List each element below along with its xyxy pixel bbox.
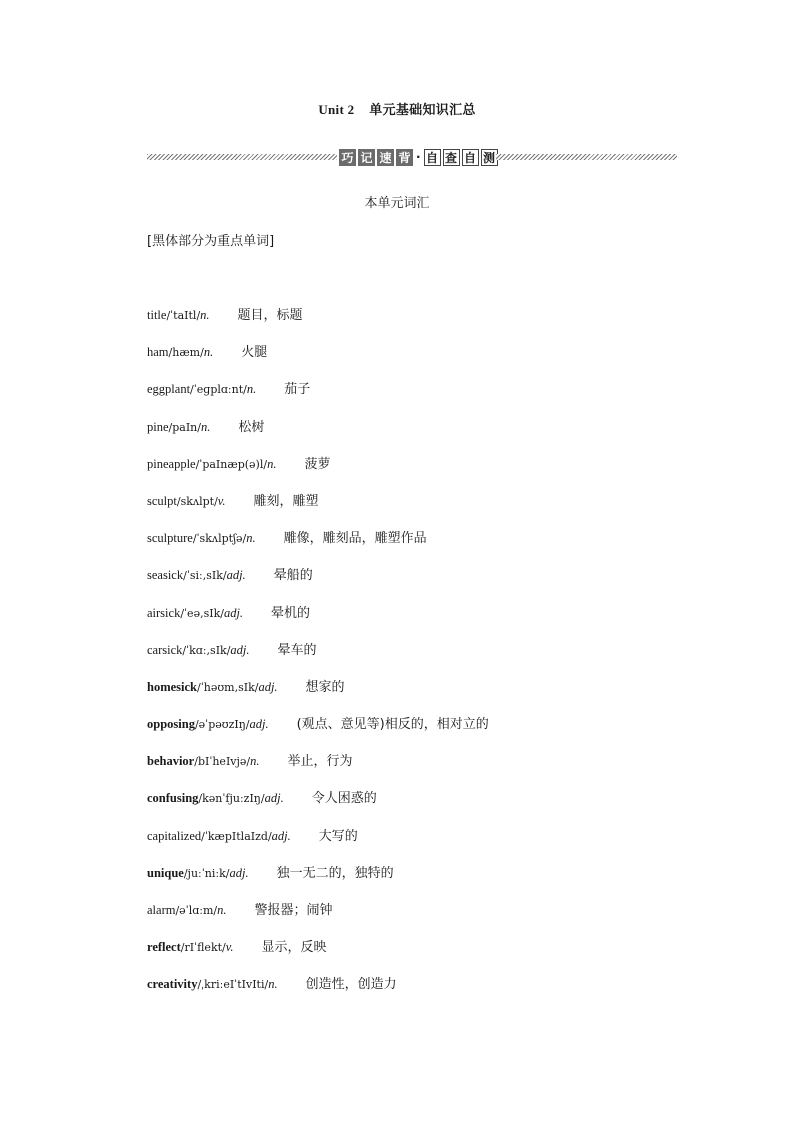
vocab-part-of-speech: adj. — [264, 791, 284, 806]
banner-chips — [339, 147, 500, 167]
vocab-meaning: (观点、意见等)相反的，相对立的 — [296, 717, 489, 733]
vocab-pronunciation: /kənˈfjuːzIŋ/ — [198, 792, 265, 806]
vocab-word: title — [147, 308, 167, 322]
vocab-word: behavior — [147, 754, 195, 769]
vocab-part-of-speech: v. — [225, 940, 234, 955]
vocab-pronunciation: /paIn/ — [168, 420, 201, 434]
vocab-pronunciation: /skʌlpt/ — [176, 494, 218, 508]
banner-chip: 测 — [481, 149, 498, 166]
vocab-item — [147, 453, 747, 490]
vocab-word: creativity — [147, 977, 198, 992]
vocab-pronunciation: /ˈkæpItlaIzd/ — [201, 829, 272, 843]
vocab-word: homesick — [147, 679, 197, 694]
vocab-part-of-speech: n. — [250, 754, 260, 769]
vocab-pronunciation: /bIˈheIvjə/ — [194, 755, 251, 769]
banner-rule-left — [147, 154, 337, 160]
vocab-word: alarm — [147, 903, 176, 917]
vocab-word: sculpture — [147, 531, 193, 546]
banner-chip: 背 — [396, 149, 413, 166]
vocab-meaning: 创造性，创造力 — [305, 977, 397, 993]
vocab-word: eggplant — [147, 382, 191, 397]
banner-separator: · — [416, 150, 421, 164]
vocab-meaning: 雕像，雕刻品，雕塑作品 — [283, 531, 427, 547]
vocab-item — [147, 825, 747, 862]
vocab-item — [147, 750, 747, 787]
page-title — [0, 99, 794, 118]
vocab-meaning: 警报器；闹钟 — [254, 903, 333, 918]
vocab-meaning: 雕刻，雕塑 — [253, 493, 319, 509]
vocab-meaning: 举止，行为 — [287, 754, 353, 770]
vocab-item — [147, 416, 747, 453]
vocab-part-of-speech: adj. — [271, 828, 291, 843]
vocab-part-of-speech: n. — [246, 531, 256, 546]
vocab-word: sculpt — [147, 493, 177, 508]
banner-chip: 巧 — [339, 149, 356, 166]
vocab-part-of-speech: adj. — [249, 717, 269, 732]
vocab-part-of-speech: n. — [217, 903, 227, 917]
vocab-pronunciation: /ˈkɑː,sIk/ — [182, 643, 231, 657]
vocab-word: pineapple — [147, 456, 196, 471]
banner-chip: 自 — [424, 149, 441, 166]
vocab-item — [147, 936, 747, 973]
vocab-word: ham — [147, 345, 169, 360]
vocab-pronunciation: /ˌkriːeIˈtIvIti/ — [197, 978, 269, 992]
vocab-word: carsick — [147, 642, 183, 657]
vocab-item — [147, 602, 747, 639]
vocab-word: opposing — [147, 717, 195, 732]
vocab-pronunciation: /ˈtaItl/ — [166, 309, 201, 322]
vocab-item — [147, 973, 747, 1010]
vocab-part-of-speech: n. — [246, 382, 257, 397]
vocab-meaning: 火腿 — [241, 345, 268, 361]
vocab-item — [147, 304, 747, 341]
vocab-part-of-speech: adj. — [223, 605, 244, 620]
vocab-meaning: 想家的 — [305, 679, 345, 695]
vocab-part-of-speech: n. — [268, 977, 278, 992]
vocab-part-of-speech: n. — [200, 308, 210, 322]
vocab-pronunciation: /hæm/ — [168, 346, 204, 360]
vocab-part-of-speech: v. — [217, 493, 226, 508]
banner-chip: 记 — [358, 149, 375, 166]
vocab-meaning: 大写的 — [318, 828, 358, 844]
vocab-part-of-speech: adj. — [229, 865, 249, 880]
vocab-meaning: 茄子 — [284, 382, 311, 398]
banner-chip: 自 — [462, 149, 479, 166]
section-title: 本单元词汇 — [364, 196, 430, 211]
vocab-word: airsick — [147, 605, 181, 620]
vocab-meaning: 晕船的 — [273, 568, 313, 584]
vocab-item — [147, 899, 747, 936]
vocab-item — [147, 564, 747, 601]
vocab-item — [147, 862, 747, 899]
banner-rule-right — [496, 154, 677, 160]
vocab-part-of-speech: adj. — [258, 679, 278, 694]
vocab-item — [147, 787, 747, 824]
vocab-pronunciation: /ˈskʌlptʃə/ — [192, 532, 247, 546]
vocab-part-of-speech: n. — [200, 419, 211, 434]
vocab-meaning: 松树 — [238, 419, 265, 435]
vocab-list — [147, 304, 747, 1011]
vocab-item — [147, 341, 747, 378]
vocab-meaning: 晕车的 — [277, 642, 317, 658]
banner-chip: 速 — [377, 149, 394, 166]
vocab-pronunciation: /ˈhəʊm,sIk/ — [197, 680, 259, 694]
vocab-item — [147, 676, 747, 713]
vocab-pronunciation: /ˈeɡplɑːnt/ — [190, 383, 247, 397]
bold-note: [黑体部分为重点单词] — [147, 234, 275, 249]
vocab-item — [147, 713, 747, 750]
vocab-part-of-speech: n. — [267, 456, 277, 471]
vocab-part-of-speech: adj. — [226, 568, 246, 583]
vocab-word: capitalized — [147, 828, 202, 843]
vocab-pronunciation: /ˈpaInæp(ə)l/ — [195, 457, 268, 471]
vocab-meaning: 令人困惑的 — [311, 791, 377, 807]
vocab-pronunciation: /ˈeə,sIk/ — [180, 606, 224, 620]
section-banner — [147, 147, 677, 167]
vocab-pronunciation: /əˈlɑːm/ — [175, 904, 218, 917]
vocab-item — [147, 378, 747, 415]
vocab-word: confusing — [147, 791, 199, 806]
vocab-word: pine — [147, 419, 169, 434]
vocab-pronunciation: /rIˈflekt/ — [180, 941, 226, 955]
banner-chip: 查 — [443, 149, 460, 166]
vocab-word: reflect — [147, 940, 181, 955]
vocab-pronunciation: /juːˈniːk/ — [183, 866, 230, 880]
vocab-item — [147, 527, 747, 564]
unit-title: 单元基础知识汇总 — [369, 103, 476, 118]
vocab-meaning: 晕机的 — [271, 605, 311, 621]
vocab-pronunciation: /ˈsiː,sIk/ — [183, 569, 227, 583]
vocab-part-of-speech: adj. — [230, 642, 250, 657]
vocab-meaning: 题目，标题 — [237, 308, 303, 323]
vocab-meaning: 显示，反映 — [261, 940, 327, 956]
vocab-part-of-speech: n. — [203, 345, 214, 360]
vocab-item — [147, 490, 747, 527]
vocab-word: seasick — [147, 568, 184, 583]
vocab-item — [147, 639, 747, 676]
vocab-meaning: 菠萝 — [304, 456, 331, 472]
vocab-pronunciation: /əˈpəʊzIŋ/ — [194, 718, 250, 732]
vocab-meaning: 独一无二的，独特的 — [276, 865, 394, 881]
unit-label: Unit 2 — [318, 102, 355, 117]
vocab-word: unique — [147, 865, 184, 880]
